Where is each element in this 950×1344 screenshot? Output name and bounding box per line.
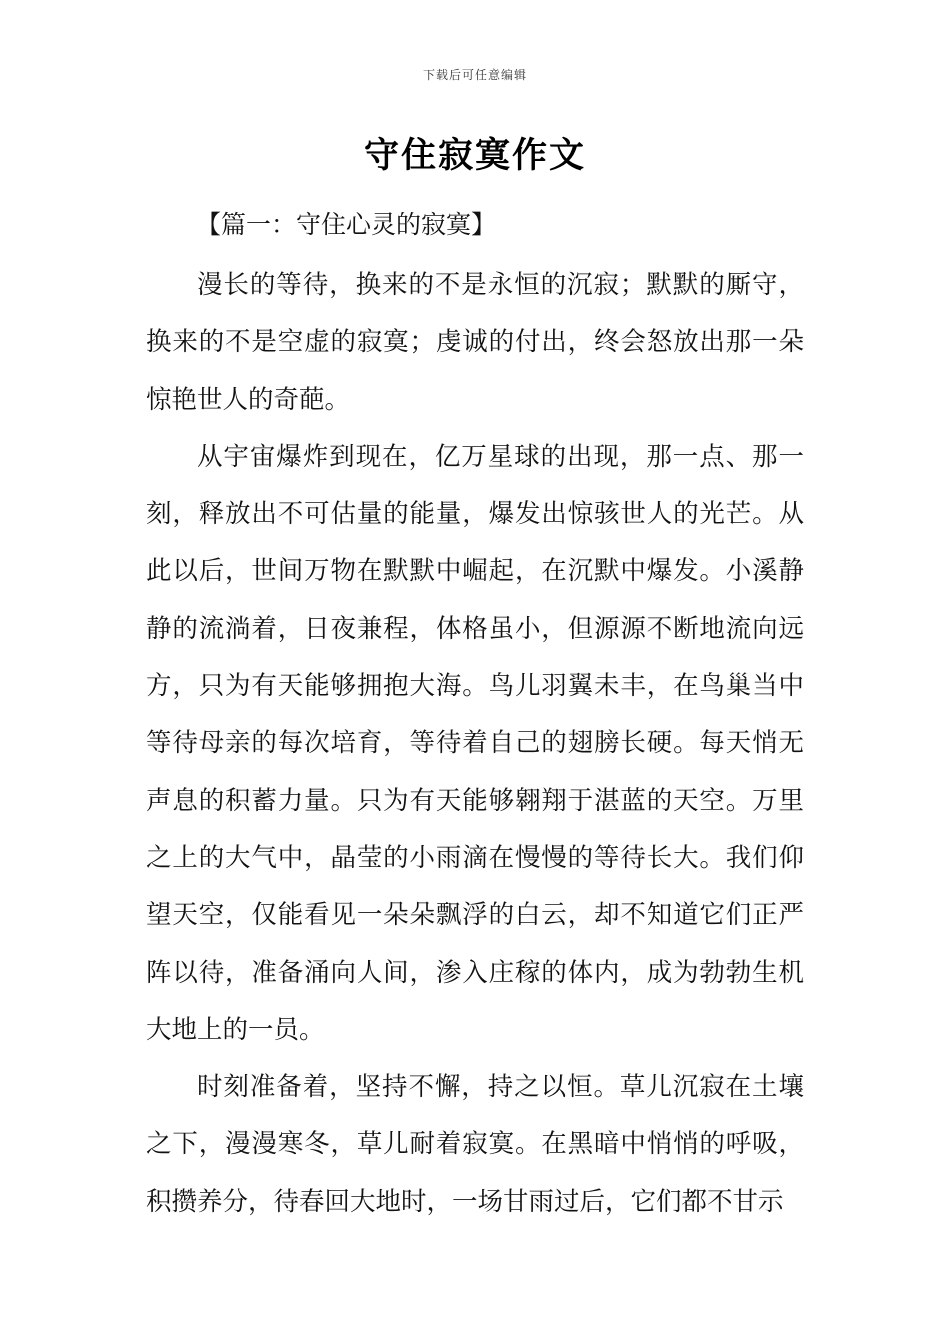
section-heading: 【篇一：守住心灵的寂寞】 bbox=[196, 210, 497, 239]
header-note: 下载后可任意编辑 bbox=[422, 68, 527, 82]
document-title: 守住寂寞作文 bbox=[363, 136, 586, 176]
paragraph: 从宇宙爆炸到现在，亿万星球的出现，那一点、那一刻，释放出不可估量的能量，爆发出惊骇世人的光芒。从此以后，世间万物在默默中崛起，在沉默中爆发。小溪静静的流淌着，日夜兼程，体格虽小，但源源不断地流向远方，只为有天能够拥抱大海。鸟儿羽翼未丰，在鸟巢当中等待母亲的每次培育，等待着自己的翅膀长硬。每天悄无声息的积蓄力量。只为有天能够翱翔于湛蓝的天空。万里之上的大气中，晶莹的小雨滴在慢慢的等待长大。我们仰望天空，仅能看见一朵朵飘浮的白云，却不知道它们正严阵以待，准备涌向人间，渗入庄稼的体内，成为勃勃生机大地上的一员。 bbox=[146, 441, 804, 1045]
body-text bbox=[146, 257, 804, 1231]
paragraph: 时刻准备着，坚持不懈，持之以恒。草儿沉寂在土壤之下，漫漫寒冬，草儿耐着寂寞。在黑暗中悄悄的呼吸，积攒养分，待春回大地时，一场甘雨过后，它们都不甘示 bbox=[146, 1072, 804, 1217]
paragraph: 漫长的等待，换来的不是永恒的沉寂；默默的厮守，换来的不是空虚的寂寞；虔诚的付出，终会怒放出那一朵惊艳世人的奇葩。 bbox=[146, 270, 804, 415]
